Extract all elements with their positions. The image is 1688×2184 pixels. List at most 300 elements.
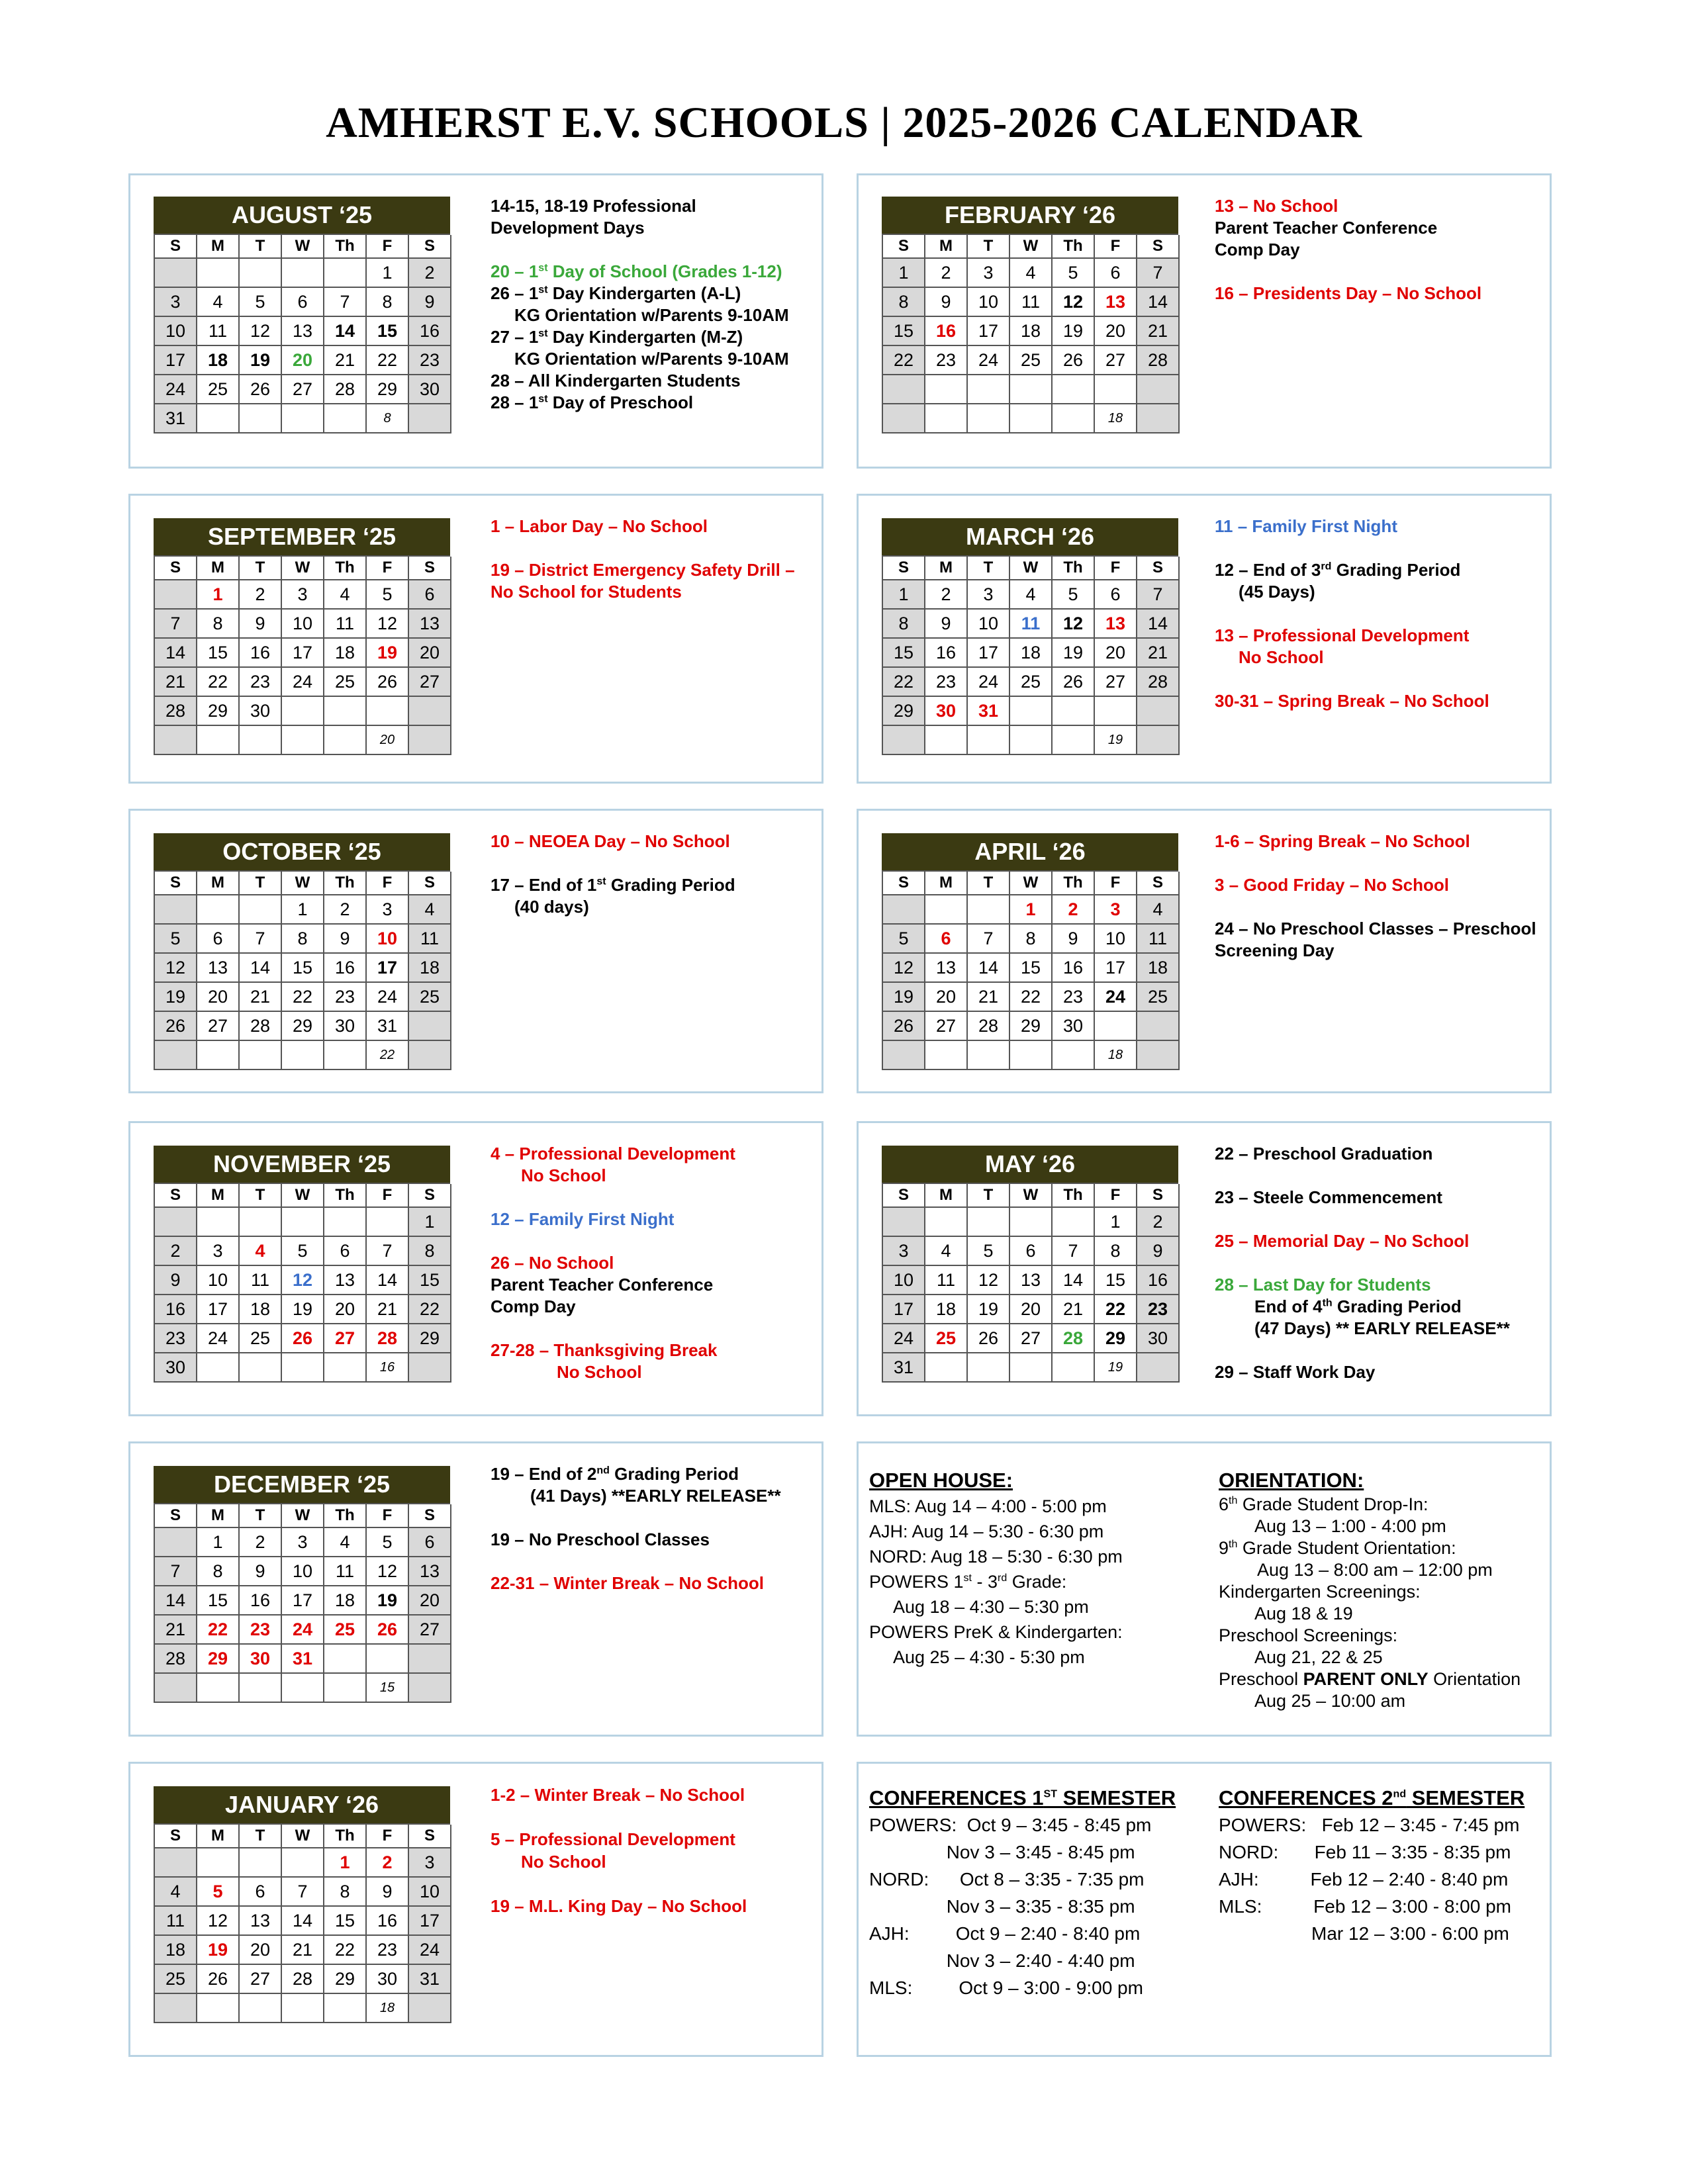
day-cell: 16 <box>240 1586 282 1615</box>
day-cell <box>1095 697 1137 726</box>
weekday-header: S <box>1137 557 1180 580</box>
school-day-count: 8 <box>367 404 409 433</box>
note-line: No School <box>557 1362 642 1382</box>
page-title: AMHERST E.V. SCHOOLS | 2025-2026 CALENDAR <box>326 99 1362 147</box>
note-line: Comp Day <box>1215 240 1300 259</box>
day-cell: 11 <box>324 1557 367 1586</box>
day-cell: 8 <box>282 925 324 954</box>
day-cell: 20 <box>324 1295 367 1324</box>
conferences-1st-semester <box>869 1785 1176 2001</box>
day-cell: 19 <box>883 983 925 1012</box>
day-cell <box>968 375 1010 404</box>
day-cell: 9 <box>240 610 282 639</box>
day-cell: 18 <box>240 1295 282 1324</box>
day-cell: 18 <box>197 346 240 375</box>
day-cell: 15 <box>1095 1266 1137 1295</box>
school-day-count: 18 <box>1095 1041 1137 1070</box>
day-cell: 24 <box>282 668 324 697</box>
day-cell: 25 <box>1010 346 1053 375</box>
weekday-header: M <box>197 557 240 580</box>
day-cell: 9 <box>925 610 968 639</box>
day-cell <box>1053 404 1095 433</box>
note-line: AJH: Aug 14 – 5:30 - 6:30 pm <box>869 1522 1104 1541</box>
day-cell: 5 <box>367 580 409 610</box>
note-line: 4 – Professional Development <box>491 1144 735 1163</box>
day-cell <box>409 1353 451 1383</box>
day-cell: 22 <box>1095 1295 1137 1324</box>
day-cell <box>883 375 925 404</box>
day-cell <box>367 697 409 726</box>
day-cell: 25 <box>1137 983 1180 1012</box>
day-cell: 12 <box>197 1907 240 1936</box>
weekday-header: W <box>1010 872 1053 895</box>
day-cell: 2 <box>925 259 968 288</box>
month-grid <box>154 1503 450 1703</box>
day-cell: 7 <box>324 288 367 317</box>
weekday-header: S <box>155 1825 197 1848</box>
note-line: 6th Grade Student Drop-In: <box>1219 1494 1429 1514</box>
day-cell: 16 <box>925 317 968 346</box>
note-line: 19 – M.L. King Day – No School <box>491 1896 747 1916</box>
note-line: 29 – Staff Work Day <box>1215 1362 1376 1382</box>
day-cell: 4 <box>1010 259 1053 288</box>
day-cell: 4 <box>409 895 451 925</box>
day-cell <box>155 1041 197 1070</box>
weekday-header: S <box>409 235 451 259</box>
day-cell: 29 <box>282 1012 324 1041</box>
day-cell: 2 <box>367 1848 409 1878</box>
day-cell: 14 <box>1053 1266 1095 1295</box>
day-cell: 11 <box>1010 288 1053 317</box>
day-cell <box>155 1528 197 1557</box>
day-cell: 4 <box>240 1237 282 1266</box>
weekday-header: W <box>1010 1184 1053 1208</box>
note-line: 11 – Family First Night <box>1215 516 1397 536</box>
calendar-september <box>154 518 450 755</box>
day-cell: 26 <box>1053 346 1095 375</box>
day-cell <box>240 259 282 288</box>
weekday-header: T <box>240 235 282 259</box>
day-cell <box>282 404 324 433</box>
month-grid <box>154 555 450 755</box>
weekday-header: Th <box>1053 872 1095 895</box>
calendar-february <box>882 197 1178 433</box>
day-cell: 31 <box>282 1645 324 1674</box>
day-cell <box>240 1848 282 1878</box>
note-line: 14-15, 18-19 Professional <box>491 196 696 216</box>
day-cell: 22 <box>324 1936 367 1965</box>
note-line: (47 Days) ** EARLY RELEASE** <box>1254 1318 1510 1338</box>
day-cell <box>409 1645 451 1674</box>
day-cell <box>282 1353 324 1383</box>
weekday-header: T <box>240 557 282 580</box>
day-cell: 18 <box>409 954 451 983</box>
note-line: No School <box>1239 647 1324 667</box>
day-cell: 10 <box>197 1266 240 1295</box>
day-cell: 7 <box>240 925 282 954</box>
day-cell <box>324 1645 367 1674</box>
day-cell <box>197 1848 240 1878</box>
day-cell: 19 <box>282 1295 324 1324</box>
note-line: 19 – No Preschool Classes <box>491 1529 710 1549</box>
day-cell: 21 <box>155 668 197 697</box>
day-cell: 22 <box>197 668 240 697</box>
day-cell <box>324 404 367 433</box>
day-cell: 14 <box>240 954 282 983</box>
day-cell <box>197 1994 240 2023</box>
calendar-april <box>882 833 1178 1070</box>
open-house-section <box>869 1467 1123 1670</box>
day-cell: 22 <box>883 346 925 375</box>
day-cell <box>197 726 240 755</box>
note-line: 1-6 – Spring Break – No School <box>1215 831 1470 851</box>
note-line: MLS: Aug 14 – 4:00 - 5:00 pm <box>869 1496 1107 1516</box>
calendar-january <box>154 1786 450 2023</box>
day-cell <box>968 1353 1010 1383</box>
day-cell: 7 <box>155 1557 197 1586</box>
note-line: POWERS 1st - 3rd Grade: <box>869 1572 1067 1592</box>
note-line: Preschool PARENT ONLY Orientation <box>1219 1669 1521 1689</box>
weekday-header: S <box>409 557 451 580</box>
school-day-count: 19 <box>1095 1353 1137 1383</box>
day-cell: 10 <box>883 1266 925 1295</box>
day-cell: 22 <box>1010 983 1053 1012</box>
day-cell: 9 <box>409 288 451 317</box>
notes-may <box>1215 1143 1510 1383</box>
weekday-header: Th <box>324 557 367 580</box>
weekday-header: W <box>1010 557 1053 580</box>
day-cell: 23 <box>1137 1295 1180 1324</box>
note-line: Screening Day <box>1215 940 1335 960</box>
note-line: Parent Teacher Conference <box>491 1275 714 1295</box>
day-cell: 26 <box>197 1965 240 1994</box>
note-line: No School <box>521 1852 606 1872</box>
day-cell: 14 <box>155 1586 197 1615</box>
notes-january <box>491 1784 747 1917</box>
day-cell <box>925 1353 968 1383</box>
day-cell: 4 <box>324 1528 367 1557</box>
weekday-header: T <box>240 872 282 895</box>
orientation-section <box>1219 1467 1521 1712</box>
note-line: Nov 3 – 2:40 - 4:40 pm <box>869 1950 1135 1971</box>
note-line: 28 – All Kindergarten Students <box>491 371 741 390</box>
notes-september <box>491 516 795 603</box>
note-line: 17 – End of 1st Grading Period <box>491 875 735 895</box>
day-cell: 25 <box>925 1324 968 1353</box>
day-cell <box>1053 1208 1095 1237</box>
weekday-header: F <box>367 235 409 259</box>
weekday-header: S <box>883 235 925 259</box>
day-cell: 8 <box>367 288 409 317</box>
note-line: NORD: Aug 18 – 5:30 - 6:30 pm <box>869 1547 1123 1567</box>
day-cell: 15 <box>197 639 240 668</box>
weekday-header: F <box>1095 557 1137 580</box>
day-cell: 21 <box>367 1295 409 1324</box>
weekday-header: S <box>155 235 197 259</box>
note-line: KG Orientation w/Parents 9-10AM <box>514 349 789 369</box>
day-cell <box>240 1208 282 1237</box>
weekday-header: M <box>925 557 968 580</box>
note-line: Aug 25 – 10:00 am <box>1254 1691 1406 1711</box>
day-cell: 27 <box>282 375 324 404</box>
day-cell: 8 <box>197 1557 240 1586</box>
day-cell: 21 <box>240 983 282 1012</box>
weekday-header: M <box>925 1184 968 1208</box>
day-cell: 22 <box>367 346 409 375</box>
weekday-header: S <box>155 1504 197 1528</box>
day-cell: 2 <box>925 580 968 610</box>
day-cell: 26 <box>883 1012 925 1041</box>
day-cell <box>240 1674 282 1703</box>
day-cell: 6 <box>1010 1237 1053 1266</box>
panel-february <box>857 173 1552 469</box>
day-cell: 17 <box>883 1295 925 1324</box>
weekday-header: M <box>197 1504 240 1528</box>
note-line: 13 – Professional Development <box>1215 625 1470 645</box>
day-cell: 6 <box>1095 580 1137 610</box>
note-line: 22 – Preschool Graduation <box>1215 1144 1433 1163</box>
day-cell <box>282 1208 324 1237</box>
note-line: MLS: Feb 12 – 3:00 - 8:00 pm <box>1219 1896 1511 1917</box>
day-cell: 4 <box>324 580 367 610</box>
day-cell: 27 <box>409 1615 451 1645</box>
month-header: NOVEMBER ‘25 <box>154 1146 450 1183</box>
day-cell <box>240 895 282 925</box>
weekday-header: Th <box>324 235 367 259</box>
day-cell: 9 <box>367 1878 409 1907</box>
notes-august <box>491 195 789 414</box>
calendar-august <box>154 197 450 433</box>
day-cell: 23 <box>925 668 968 697</box>
day-cell: 17 <box>155 346 197 375</box>
day-cell <box>240 1994 282 2023</box>
day-cell <box>324 259 367 288</box>
day-cell: 17 <box>409 1907 451 1936</box>
note-line: 1 – Labor Day – No School <box>491 516 708 536</box>
day-cell: 14 <box>1137 288 1180 317</box>
day-cell <box>409 1012 451 1041</box>
weekday-header: M <box>197 1825 240 1848</box>
panel-october <box>128 809 823 1093</box>
day-cell: 13 <box>925 954 968 983</box>
day-cell <box>155 1994 197 2023</box>
day-cell: 6 <box>925 925 968 954</box>
day-cell: 28 <box>324 375 367 404</box>
note-line: (45 Days) <box>1239 582 1315 602</box>
day-cell <box>367 1208 409 1237</box>
day-cell <box>1010 1208 1053 1237</box>
day-cell: 26 <box>968 1324 1010 1353</box>
school-day-count: 18 <box>367 1994 409 2023</box>
weekday-header: S <box>409 1184 451 1208</box>
month-grid <box>154 1823 450 2023</box>
day-cell: 26 <box>282 1324 324 1353</box>
day-cell: 20 <box>197 983 240 1012</box>
month-grid <box>882 555 1178 755</box>
day-cell <box>409 726 451 755</box>
month-header: FEBRUARY ‘26 <box>882 197 1178 234</box>
day-cell: 30 <box>240 697 282 726</box>
day-cell: 30 <box>925 697 968 726</box>
day-cell: 12 <box>240 317 282 346</box>
day-cell: 7 <box>367 1237 409 1266</box>
day-cell: 1 <box>282 895 324 925</box>
day-cell <box>883 404 925 433</box>
note-line: Preschool Screenings: <box>1219 1625 1398 1645</box>
day-cell: 11 <box>197 317 240 346</box>
day-cell: 9 <box>324 925 367 954</box>
note-line: Aug 18 & 19 <box>1254 1604 1353 1623</box>
day-cell: 29 <box>409 1324 451 1353</box>
day-cell: 21 <box>155 1615 197 1645</box>
day-cell: 3 <box>968 580 1010 610</box>
weekday-header: S <box>1137 235 1180 259</box>
note-line: Aug 18 – 4:30 – 5:30 pm <box>893 1597 1089 1617</box>
day-cell: 16 <box>1137 1266 1180 1295</box>
day-cell <box>925 895 968 925</box>
day-cell: 29 <box>883 697 925 726</box>
day-cell <box>324 726 367 755</box>
weekday-header: F <box>367 872 409 895</box>
day-cell <box>925 375 968 404</box>
day-cell <box>240 1353 282 1383</box>
weekday-header: Th <box>324 1825 367 1848</box>
month-grid <box>154 870 450 1070</box>
day-cell: 30 <box>1137 1324 1180 1353</box>
day-cell <box>1010 1353 1053 1383</box>
panel-september <box>128 494 823 784</box>
note-line: Nov 3 – 3:35 - 8:35 pm <box>869 1896 1135 1917</box>
day-cell: 12 <box>367 1557 409 1586</box>
weekday-header: T <box>240 1504 282 1528</box>
day-cell: 21 <box>1137 639 1180 668</box>
note-line: Aug 13 – 8:00 am – 12:00 pm <box>1257 1560 1493 1580</box>
note-line: 23 – Steele Commencement <box>1215 1187 1442 1207</box>
day-cell: 17 <box>282 639 324 668</box>
day-cell: 15 <box>197 1586 240 1615</box>
day-cell: 23 <box>925 346 968 375</box>
weekday-header: W <box>282 235 324 259</box>
day-cell: 9 <box>155 1266 197 1295</box>
day-cell: 24 <box>155 375 197 404</box>
day-cell: 25 <box>155 1965 197 1994</box>
day-cell: 1 <box>1095 1208 1137 1237</box>
day-cell: 27 <box>240 1965 282 1994</box>
day-cell: 6 <box>282 288 324 317</box>
day-cell: 5 <box>1053 259 1095 288</box>
day-cell <box>968 1208 1010 1237</box>
day-cell: 17 <box>367 954 409 983</box>
month-grid <box>154 1183 450 1383</box>
day-cell: 12 <box>155 954 197 983</box>
day-cell: 17 <box>968 639 1010 668</box>
day-cell: 27 <box>1095 668 1137 697</box>
note-line: Aug 25 – 4:30 - 5:30 pm <box>893 1647 1085 1667</box>
day-cell: 9 <box>1053 925 1095 954</box>
school-day-count: 20 <box>367 726 409 755</box>
day-cell: 2 <box>324 895 367 925</box>
day-cell: 10 <box>968 288 1010 317</box>
day-cell: 28 <box>367 1324 409 1353</box>
day-cell: 22 <box>282 983 324 1012</box>
note-line: No School <box>521 1165 606 1185</box>
day-cell: 26 <box>155 1012 197 1041</box>
calendar-may <box>882 1146 1178 1383</box>
day-cell: 5 <box>155 925 197 954</box>
day-cell: 28 <box>155 697 197 726</box>
day-cell: 6 <box>197 925 240 954</box>
school-day-count: 22 <box>367 1041 409 1070</box>
day-cell: 29 <box>324 1965 367 1994</box>
day-cell <box>1053 697 1095 726</box>
weekday-header: S <box>155 1184 197 1208</box>
weekday-header: M <box>925 235 968 259</box>
day-cell: 3 <box>367 895 409 925</box>
day-cell <box>197 1674 240 1703</box>
day-cell: 20 <box>1095 639 1137 668</box>
day-cell: 5 <box>968 1237 1010 1266</box>
notes-march <box>1215 516 1489 712</box>
day-cell: 18 <box>925 1295 968 1324</box>
weekday-header: Th <box>1053 1184 1095 1208</box>
day-cell: 31 <box>883 1353 925 1383</box>
day-cell: 27 <box>324 1324 367 1353</box>
weekday-header: S <box>883 872 925 895</box>
day-cell <box>324 1353 367 1383</box>
panel-may <box>857 1121 1552 1416</box>
day-cell: 28 <box>155 1645 197 1674</box>
panel-november <box>128 1121 823 1416</box>
day-cell: 7 <box>1137 580 1180 610</box>
day-cell: 11 <box>1137 925 1180 954</box>
panel-conferences <box>857 1762 1552 2057</box>
day-cell: 20 <box>1010 1295 1053 1324</box>
day-cell: 26 <box>1053 668 1095 697</box>
day-cell: 22 <box>883 668 925 697</box>
day-cell: 26 <box>240 375 282 404</box>
note-line: Nov 3 – 3:45 - 8:45 pm <box>869 1842 1135 1862</box>
note-line: 9th Grade Student Orientation: <box>1219 1538 1456 1558</box>
month-header: AUGUST ‘25 <box>154 197 450 234</box>
day-cell <box>324 1674 367 1703</box>
weekday-header: T <box>968 872 1010 895</box>
day-cell: 12 <box>282 1266 324 1295</box>
day-cell: 25 <box>324 668 367 697</box>
calendar-november <box>154 1146 450 1383</box>
weekday-header: Th <box>324 1184 367 1208</box>
weekday-header: Th <box>1053 235 1095 259</box>
day-cell: 30 <box>409 375 451 404</box>
day-cell: 30 <box>367 1965 409 1994</box>
day-cell: 18 <box>1010 639 1053 668</box>
day-cell: 8 <box>1095 1237 1137 1266</box>
day-cell: 17 <box>1095 954 1137 983</box>
day-cell: 16 <box>324 954 367 983</box>
day-cell: 16 <box>1053 954 1095 983</box>
day-cell: 18 <box>324 1586 367 1615</box>
day-cell <box>409 1041 451 1070</box>
day-cell <box>197 895 240 925</box>
day-cell: 8 <box>1010 925 1053 954</box>
day-cell: 28 <box>1137 668 1180 697</box>
day-cell: 22 <box>197 1615 240 1645</box>
day-cell: 10 <box>282 610 324 639</box>
month-header: SEPTEMBER ‘25 <box>154 518 450 555</box>
day-cell: 10 <box>409 1878 451 1907</box>
day-cell: 16 <box>409 317 451 346</box>
day-cell: 29 <box>1010 1012 1053 1041</box>
day-cell: 8 <box>197 610 240 639</box>
